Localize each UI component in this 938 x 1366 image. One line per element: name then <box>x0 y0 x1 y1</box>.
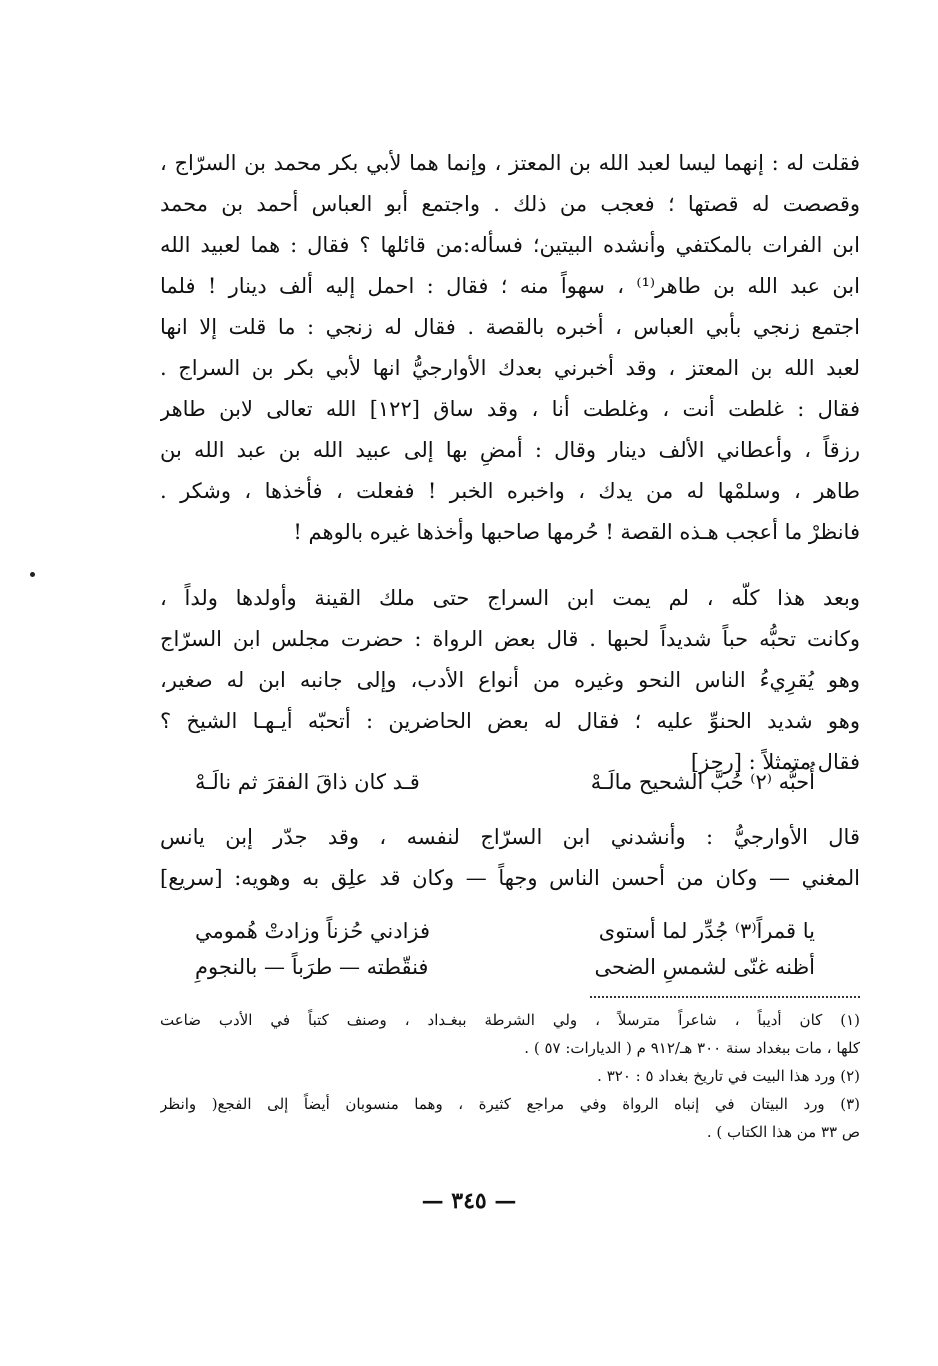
text-line: رزقاً ، وأعطاني الألف دينار وقال : أمضِ بها إلى عبيد الله بن عبد الله بن <box>160 438 860 462</box>
text-line: وهو يُقرِيءُ الناس النحو وغيره من أنواع الأدب، وإلى جانبه ابن له صغير، <box>160 668 860 692</box>
text-line: ابن عبد الله بن طاهر⁽¹⁾ ، سهواً منه ؛ فقال : احمل إليه ألف دينار ! فلما <box>160 274 860 298</box>
verse-hemistich-second: فنقّطته — طرَباً — بالنجومِ <box>195 955 429 979</box>
footnote-separator <box>590 996 860 998</box>
paragraph-2 <box>160 578 860 783</box>
text-line: ابن الفرات بالمكتفي وأنشده البيتين؛ فسأله:من قائلها ؟ فقال : هما لعبيد الله <box>160 233 860 257</box>
footnote-line: ص ٣٣ من هذا الكتاب ) . <box>706 1123 860 1141</box>
footnote-line: (١) كان أديباً ، شاعراً مترسلاً ، ولي الشرطة ببغـداد ، وصنف كتباً في الأدب ضاعت <box>160 1011 860 1029</box>
text-line: قال الأوارجيُّ : وأنشدني ابن السرّاج لنفسه ، وقد جدّر إبن يانس <box>160 825 860 849</box>
verse-hemistich-first: يا قمراً⁽٣⁾ جُدِّر لما أستوى <box>598 919 815 943</box>
text-line: اجتمع زنجي بأبي العباس ، أخبره بالقصة . فقال له زنجي : ما قلت إلا انها <box>160 315 860 339</box>
paragraph-3 <box>160 817 860 899</box>
verse-hemistich-second: قـد كان ذاقَ الفقرَ ثم نالَـهْ <box>195 770 420 794</box>
verse-hemistich-first: أظنه غنّى لشمسِ الضحى <box>594 955 815 979</box>
text-line: لعبد الله بن المعتز ، وقد أخبرني بعدك الأوارجيُّ انها لأبي بكر بن السراج . <box>160 356 860 380</box>
text-line: فقال متمثلاً : [رجز] <box>690 750 860 774</box>
verse-1 <box>195 762 815 803</box>
text-line: وكانت تحبُّه حباً شديداً لحبها . قال بعض الرواة : حضرت مجلس ابن السرّاج <box>160 627 860 651</box>
text-line: وقصصت له قصتها ؛ فعجب من ذلك . واجتمع أبو العباس أحمد بن محمد <box>160 192 860 216</box>
text-line: فقال : غلطت أنت ، وغلطت أنا ، وقد ساق [١٢٢] الله تعالى لابن طاهر <box>160 397 860 421</box>
text-line: فانظرْ ما أعجب هـذه القصة ! حُرمها صاحبها وأخذها غيره بالوهم ! <box>293 520 860 544</box>
verse-2 <box>195 911 815 952</box>
verse-hemistich-first: أُحبُّه ⁽٢⁾ حُبَّ الشحيح مالَـهْ <box>590 770 815 794</box>
verse-3 <box>195 947 815 988</box>
paragraph-1 <box>160 143 860 553</box>
text-line: فقلت له : إنهما ليسا لعبد الله بن المعتز ، وإنما هما لأبي بكر محمد بن السرّاج ، <box>160 151 860 175</box>
footnotes <box>160 1006 860 1146</box>
text-line: المغني — وكان من أحسن الناس وجهاً — وكان قد علِق به وهويه: [سريع] <box>160 866 860 890</box>
text-line: وبعد هذا كلّه ، لم يمت ابن السراج حتى ملك القينة وأولدها ولداً ، <box>160 586 860 610</box>
footnote-line: كلها ، مات ببغداد سنة ٣٠٠ هـ/٩١٢ م ( الديارات: ٥٧ ) . <box>524 1039 860 1057</box>
footnote-line: (٢) ورد هذا البيت في تاريخ بغداد ٥ : ٣٢٠ . <box>597 1067 860 1085</box>
text-line: طاهر ، وسلمْها له من يدك ، واخبره الخبر ! ففعلت ، فأخذها ، وشكر . <box>160 479 860 503</box>
text-line: وهو شديد الحنوِّ عليه ؛ فقال له بعض الحاضرين : أتحبّه أيـهـا الشيخ ؟ <box>160 709 860 733</box>
margin-speck <box>30 572 35 577</box>
verse-hemistich-second: فزادني حُزناً وزادتْ هُمومي <box>195 919 431 943</box>
page-number: — ٣٤٥ — <box>421 1188 517 1214</box>
footnote-line: (٣) ورد البيتان في إنباه الرواة وفي مراجع كثيرة ، وهما منسوبان أيضاً إلى الفجع( وانظر <box>160 1095 860 1113</box>
